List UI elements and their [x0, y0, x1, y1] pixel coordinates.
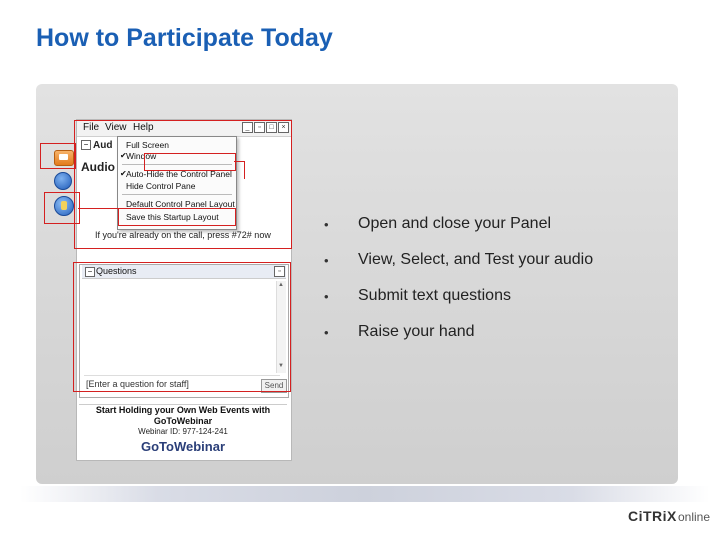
call-instructions: If you're already on the call, press #72# now — [95, 230, 271, 240]
window-highlight-box — [144, 153, 236, 171]
tab-highlight-box — [40, 143, 76, 169]
maximize-icon[interactable]: □ — [266, 122, 277, 133]
minimize-icon[interactable]: _ — [242, 122, 253, 133]
menu-window[interactable]: Window — [126, 151, 157, 161]
panel-shadow — [20, 486, 710, 502]
list-item — [324, 314, 593, 350]
scroll-down-icon[interactable]: ▼ — [278, 363, 284, 369]
send-button[interactable]: Send — [261, 379, 287, 393]
check-icon: ✔ — [120, 169, 127, 178]
close-icon[interactable]: × — [278, 122, 289, 133]
slide-title: How to Participate Today — [36, 24, 333, 52]
promo-line-2: GoToWebinar — [153, 416, 213, 426]
promo-banner — [79, 404, 287, 457]
questions-highlight-box — [73, 262, 291, 392]
bullet-text: View, Select, and Test your audio — [358, 251, 594, 268]
bullet: • — [324, 252, 329, 268]
bullet-text: Open and close your Panel — [358, 215, 552, 232]
connector-line — [234, 161, 244, 162]
question-input[interactable]: [Enter a question for staff] — [86, 379, 189, 389]
menu-file[interactable]: File — [83, 122, 100, 133]
connector-line — [244, 161, 245, 179]
promo-line-1: Start Holding your Own Web Events with — [95, 405, 271, 415]
audio-section-header: Aud — [93, 140, 113, 151]
bullet-text: Submit text questions — [358, 287, 511, 304]
bullet: • — [324, 288, 329, 304]
screen-icon — [54, 172, 72, 190]
collapse-audio-icon[interactable]: − — [81, 140, 91, 150]
menu-save-startup-layout[interactable]: Save this Startup Layout — [126, 212, 219, 222]
hand-highlight-box — [44, 192, 80, 224]
list-item — [324, 278, 593, 314]
citrix-online-text: online — [678, 510, 711, 524]
list-item — [324, 242, 593, 278]
menu-view[interactable]: View — [105, 122, 127, 133]
menu-hide-control-pane[interactable]: Hide Control Pane — [126, 181, 196, 191]
list-item — [324, 206, 593, 242]
audio-label: Audio — [81, 160, 115, 174]
menu-default-layout[interactable]: Default Control Panel Layout — [126, 199, 235, 209]
collapse-questions-icon[interactable]: − — [85, 267, 95, 277]
questions-title: Questions — [96, 266, 137, 276]
citrix-logo: CiTRiX — [628, 508, 677, 524]
restore-icon[interactable]: ▫ — [254, 122, 265, 133]
layout-highlight-box — [118, 208, 236, 226]
gotowebinar-logo: GoToWebinar — [140, 439, 226, 454]
popout-icon[interactable]: ▫ — [274, 266, 285, 277]
scroll-up-icon[interactable]: ▲ — [278, 282, 284, 288]
bullet: • — [324, 216, 329, 232]
menu-help[interactable]: Help — [133, 122, 154, 133]
connector-line — [78, 208, 118, 209]
menu-auto-hide[interactable]: Auto-Hide the Control Panel — [126, 169, 232, 179]
bullet: • — [324, 324, 329, 340]
bullet-text: Raise your hand — [358, 323, 475, 340]
check-icon: ✔ — [120, 151, 127, 160]
webinar-id: Webinar ID: 977-124-241 — [138, 427, 228, 436]
participation-list — [324, 206, 593, 350]
menu-full-screen[interactable]: Full Screen — [126, 140, 169, 150]
audio-highlight-box — [74, 120, 292, 249]
